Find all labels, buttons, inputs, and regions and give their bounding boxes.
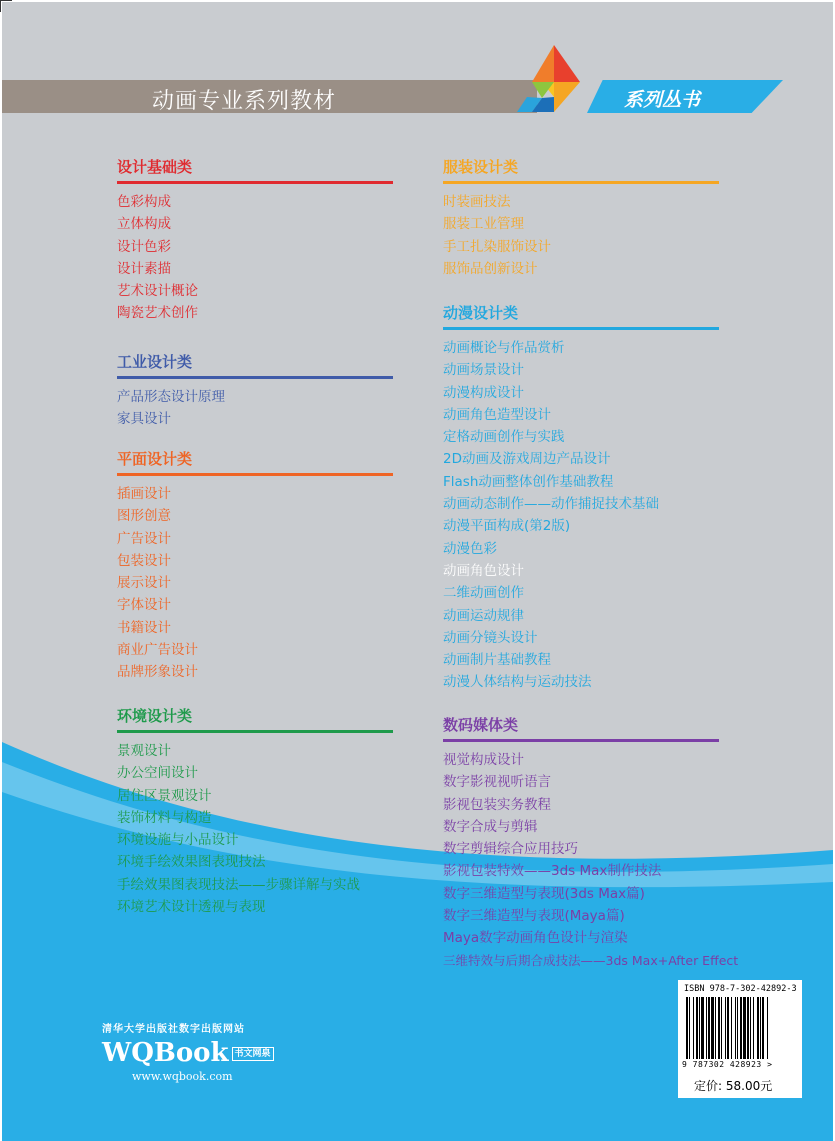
book-title: Flash动画整体创作基础教程 bbox=[443, 473, 614, 490]
book-title: 艺术设计概论 bbox=[117, 283, 198, 300]
series-title: 动画专业系列教材 bbox=[152, 89, 337, 114]
book-title: 动画角色造型设计 bbox=[443, 406, 551, 423]
section-title: 数码媒体类 bbox=[443, 714, 719, 742]
book-title: 视觉构成设计 bbox=[443, 752, 524, 768]
book-title: 二维动画创作 bbox=[443, 585, 524, 602]
logo-badge: 书文网泉 bbox=[232, 1047, 274, 1061]
section-animation bbox=[443, 302, 719, 694]
book-title: 服饰品创新设计 bbox=[443, 260, 538, 277]
barcode-bar bbox=[711, 997, 714, 1059]
barcode-bar bbox=[743, 997, 746, 1059]
barcode-bar bbox=[753, 997, 754, 1059]
section-title: 动漫设计类 bbox=[443, 302, 719, 330]
barcode-bar bbox=[760, 997, 761, 1059]
barcode-bar bbox=[718, 997, 720, 1059]
book-title: 数字三维造型与表现(Maya篇) bbox=[443, 908, 625, 925]
book-title: 数字影视视听语言 bbox=[443, 774, 551, 791]
series-label: 系列丛书 bbox=[624, 89, 701, 111]
book-title: 环境设施与小品设计 bbox=[117, 832, 239, 849]
section-environment bbox=[117, 705, 393, 918]
book-title: 广告设计 bbox=[117, 530, 171, 547]
publisher-site-name: 清华大学出版社数字出版网站 bbox=[102, 1024, 245, 1035]
section-digital-media bbox=[443, 714, 739, 972]
book-title: 动漫平面构成(第2版) bbox=[443, 518, 571, 535]
barcode-icon bbox=[684, 997, 796, 1059]
book-title: 数字合成与剪辑 bbox=[443, 818, 538, 835]
section-fashion bbox=[443, 156, 719, 280]
book-title: 影视包装实务教程 bbox=[443, 796, 551, 813]
book-title: 环境手绘效果图表现技法 bbox=[117, 854, 266, 871]
book-title: 装饰材料与构造 bbox=[117, 809, 212, 826]
wqbook-logo bbox=[102, 1038, 274, 1068]
book-title: 办公空间设计 bbox=[117, 765, 198, 782]
barcode-bar bbox=[701, 997, 704, 1059]
barcode-bar bbox=[696, 997, 698, 1059]
barcode-bar bbox=[747, 997, 749, 1059]
section-title: 工业设计类 bbox=[117, 351, 393, 379]
book-title: 字体设计 bbox=[117, 597, 171, 614]
book-title: 动漫人体结构与运动技法 bbox=[443, 674, 592, 691]
book-title: 动画概论与作品赏析 bbox=[443, 340, 565, 356]
book-title: 动画角色设计 bbox=[443, 562, 524, 579]
book-title: 居住区景观设计 bbox=[117, 787, 212, 804]
book-title: 包装设计 bbox=[117, 552, 171, 569]
section-title: 设计基础类 bbox=[117, 156, 393, 184]
book-back-cover bbox=[2, 2, 833, 1141]
book-title: 动漫构成设计 bbox=[443, 384, 524, 401]
barcode-bar bbox=[727, 997, 729, 1059]
book-title: 影视包装特效——3ds Max制作技法 bbox=[443, 863, 662, 880]
book-title: 动画制片基础教程 bbox=[443, 652, 551, 669]
book-title: 插画设计 bbox=[117, 486, 171, 502]
book-title: 展示设计 bbox=[117, 575, 171, 592]
book-title: 动画动态制作——动作捕捉技术基础 bbox=[443, 496, 659, 513]
publisher-url: www.wqbook.com bbox=[132, 1070, 233, 1083]
book-title: 设计色彩 bbox=[117, 238, 171, 255]
barcode-digits: 9 787302 428923 > bbox=[682, 1060, 773, 1069]
book-title: 图形创意 bbox=[117, 508, 171, 525]
barcode-bar bbox=[693, 997, 694, 1059]
section-title: 环境设计类 bbox=[117, 705, 393, 733]
publisher-block bbox=[102, 1020, 274, 1083]
book-title: Maya数字动画角色设计与渲染 bbox=[443, 930, 628, 947]
book-title: 动画分镜头设计 bbox=[443, 629, 538, 646]
book-title: 设计素描 bbox=[117, 260, 171, 277]
barcode-bar bbox=[750, 997, 751, 1059]
barcode-bar bbox=[735, 997, 736, 1059]
book-title: 陶瓷艺术创作 bbox=[117, 305, 198, 322]
barcode-bar bbox=[767, 997, 768, 1059]
barcode-bar bbox=[762, 997, 764, 1059]
barcode-bar bbox=[757, 997, 759, 1059]
barcode-bar bbox=[737, 997, 738, 1059]
book-title: 产品形态设计原理 bbox=[117, 389, 225, 405]
barcode-bar bbox=[706, 997, 707, 1059]
book-title: 2D动画及游戏周边产品设计 bbox=[443, 451, 611, 468]
book-title: 手工扎染服饰设计 bbox=[443, 238, 551, 255]
book-title: 景观设计 bbox=[117, 743, 171, 759]
section-title: 平面设计类 bbox=[117, 448, 393, 476]
book-title: 手绘效果图表现技法——步骤详解与实战 bbox=[117, 876, 360, 893]
book-title: 环境艺术设计透视与表现 bbox=[117, 899, 266, 916]
book-title: 家具设计 bbox=[117, 411, 171, 428]
book-title: 立体构成 bbox=[117, 216, 171, 233]
book-title: 数字剪辑综合应用技巧 bbox=[443, 841, 578, 858]
isbn-text: ISBN 978-7-302-42892-3 bbox=[684, 984, 797, 994]
book-title: 时装画技法 bbox=[443, 194, 511, 210]
book-title: 动画运动规律 bbox=[443, 607, 524, 624]
book-title: 服装工业管理 bbox=[443, 216, 524, 233]
barcode-bar bbox=[689, 997, 690, 1059]
barcode-bar bbox=[721, 997, 722, 1059]
book-title: 数字三维造型与表现(3ds Max篇) bbox=[443, 885, 645, 902]
book-title: 定格动画创作与实践 bbox=[443, 429, 565, 446]
book-title: 品牌形象设计 bbox=[117, 664, 198, 681]
section-title: 服装设计类 bbox=[443, 156, 719, 184]
logo-text: WQBook bbox=[102, 1038, 229, 1068]
book-title: 商业广告设计 bbox=[117, 642, 198, 659]
barcode-bar bbox=[715, 997, 716, 1059]
price-label: 定价: 58.00元 bbox=[694, 1079, 773, 1093]
book-title: 色彩构成 bbox=[117, 194, 171, 210]
book-title: 三维特效与后期合成技法——3ds Max+After Effect bbox=[443, 952, 739, 968]
barcode-bar bbox=[708, 997, 710, 1059]
barcode-bar bbox=[699, 997, 700, 1059]
barcode-bar bbox=[725, 997, 726, 1059]
barcode-bar bbox=[686, 997, 688, 1059]
barcode-bar bbox=[731, 997, 732, 1059]
book-title: 书籍设计 bbox=[117, 619, 171, 636]
isbn-barcode bbox=[678, 980, 802, 1098]
book-title: 动画场景设计 bbox=[443, 362, 524, 379]
barcode-bar bbox=[740, 997, 742, 1059]
book-title: 动漫色彩 bbox=[443, 540, 497, 557]
